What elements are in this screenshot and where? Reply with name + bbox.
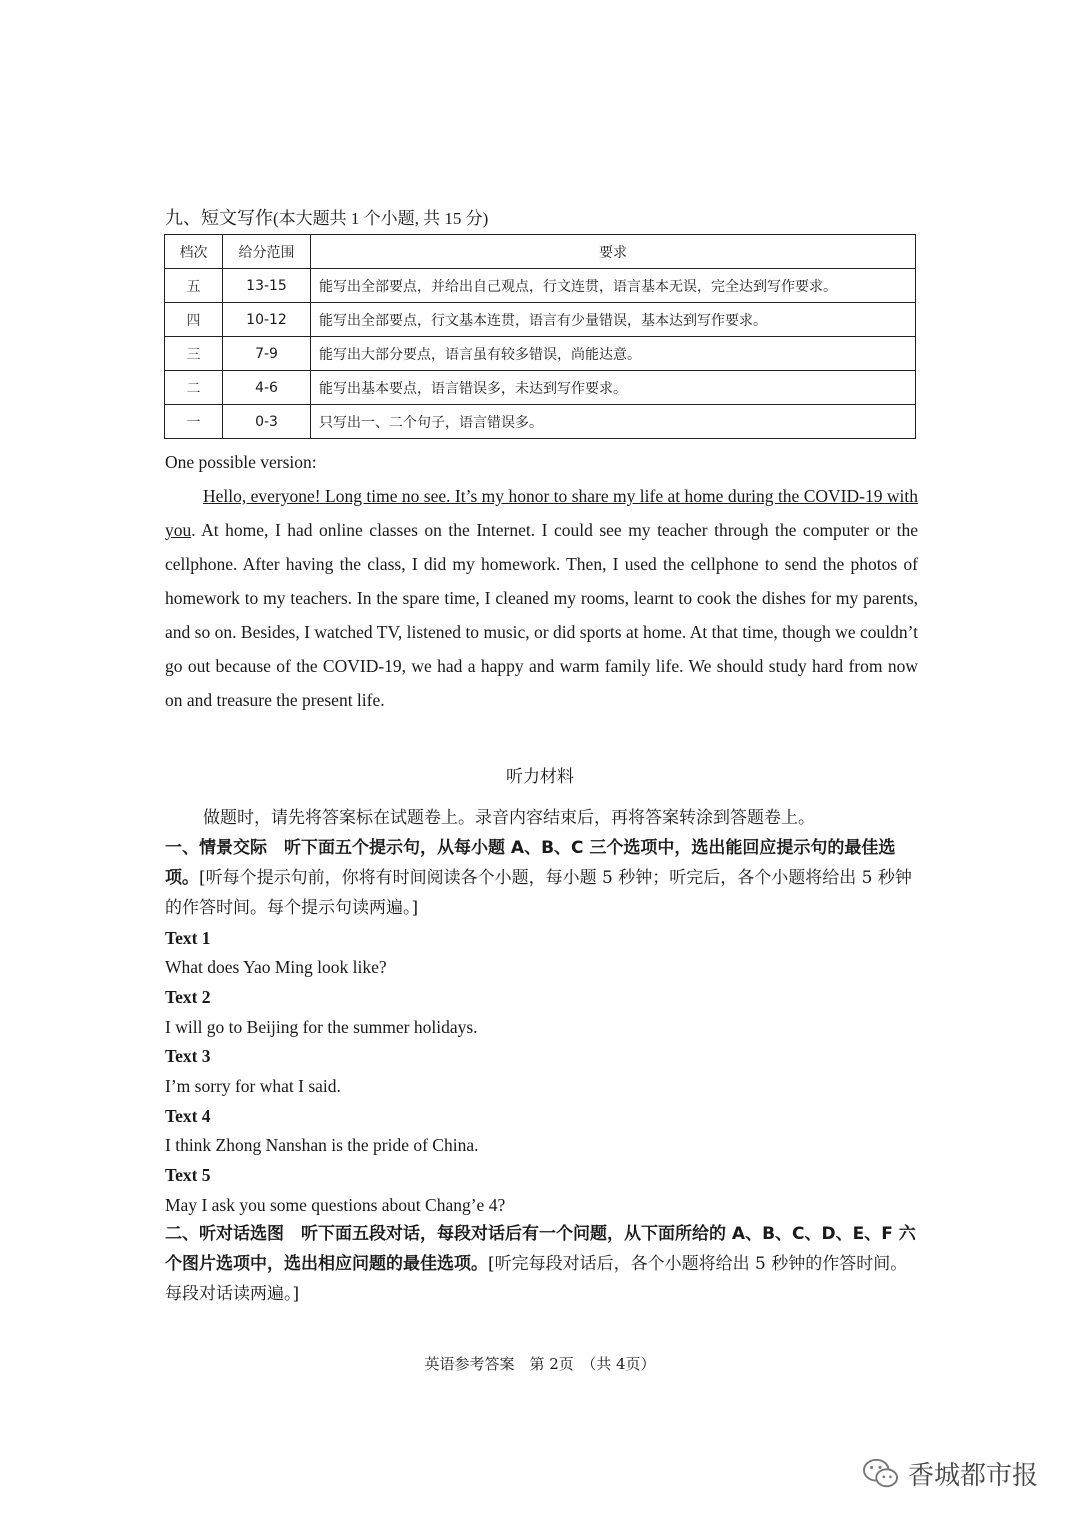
- level-cell: 二: [165, 371, 223, 405]
- header-level: 档次: [165, 235, 223, 269]
- text-label: Text 4: [165, 1106, 211, 1126]
- essay-intro: One possible version:: [165, 452, 317, 472]
- essay-underlined-opening: Hello, everyone! Long time no see. It’s my honor to share my life at home during the COVID-19 with you: [165, 486, 918, 540]
- listening-instruction: 做题时，请先将答案标在试题卷上。录音内容结束后，再将答案转涂到答题卷上。: [203, 808, 815, 828]
- level-cell: 五: [165, 269, 223, 303]
- header-range: 给分范围: [223, 235, 311, 269]
- table-row: [165, 405, 916, 439]
- range-cell: 4-6: [223, 371, 311, 405]
- part2-note: [听完每段对话后，各个小题将给出 5 秒钟的作答时间。每段对话读两遍。]: [165, 1254, 908, 1304]
- part1-heading: 一、情景交际 听下面五个提示句，从每小题 A、B、C 三个选项中，选出能回应提示句的最佳选项。: [165, 838, 896, 888]
- grading-table-header: [165, 235, 916, 269]
- text-label: Text 1: [165, 928, 211, 948]
- text-label: Text 5: [165, 1165, 211, 1185]
- part2-heading: 二、听对话选图 听下面五段对话，每段对话后有一个问题，从下面所给的 A、B、C、D、E、F 六个图片选项中，选出相应问题的最佳选项。: [165, 1224, 916, 1274]
- page-footer: 英语参考答案 第 2页 （共 4页）: [424, 1355, 656, 1373]
- section-9-title-main: 九、短文写作: [165, 208, 273, 228]
- table-row: [165, 371, 916, 405]
- level-cell: 一: [165, 405, 223, 439]
- wechat-icon: [862, 1457, 900, 1491]
- watermark-text: 香城都市报: [908, 1461, 1039, 1491]
- requirement-cell: 能写出基本要点，语言错误多，未达到写作要求。: [311, 371, 916, 405]
- level-cell: 三: [165, 337, 223, 371]
- level-cell: 四: [165, 303, 223, 337]
- requirement-cell: 能写出全部要点，并给出自己观点，行文连贯，语言基本无误，完全达到写作要求。: [311, 269, 916, 303]
- table-row: [165, 303, 916, 337]
- listening-title: 听力材料: [506, 767, 574, 787]
- listening-part1-instructions: [165, 833, 918, 923]
- table-row: [165, 269, 916, 303]
- requirement-cell: 只写出一、二个句子，语言错误多。: [311, 405, 916, 439]
- text-label: Text 2: [165, 987, 211, 1007]
- text-content: May I ask you some questions about Chang’e 4?: [165, 1195, 506, 1215]
- grading-table: [164, 234, 916, 439]
- text-label: Text 3: [165, 1046, 211, 1066]
- range-cell: 13-15: [223, 269, 311, 303]
- range-cell: 10-12: [223, 303, 311, 337]
- text-content: I will go to Beijing for the summer holidays.: [165, 1017, 478, 1037]
- watermark: [862, 1455, 1038, 1492]
- essay-rest: . At home, I had online classes on the Internet. I could see my teacher through the computer or the cellphone. After having the class, I did my homework. Then, I used the cellphone to send the photos of homework to my teachers. In the spare time, I cleaned my rooms, learnt to cook the dishes for my parents, and so on. Besides, I watched TV, listened to music, or did sports at home. At that time, though we couldn’t go out because of the COVID-19, we had a happy and warm family life. We should study hard from now on and treasure the present life.: [165, 520, 918, 710]
- table-row: [165, 337, 916, 371]
- section-9-title-paren: (本大题共 1 个小题, 共 15 分): [273, 209, 489, 228]
- range-cell: 7-9: [223, 337, 311, 371]
- requirement-cell: 能写出全部要点，行文基本连贯，语言有少量错误，基本达到写作要求。: [311, 303, 916, 337]
- essay-body: [165, 479, 918, 717]
- listening-part2-instructions: [165, 1219, 918, 1309]
- text-content: I think Zhong Nanshan is the pride of China.: [165, 1135, 479, 1155]
- section-9-title: [165, 206, 488, 231]
- text-content: What does Yao Ming look like?: [165, 957, 387, 977]
- part1-note: [听每个提示句前，你将有时间阅读各个小题，每小题 5 秒钟；听完后，各个小题将给出 5 秒钟的作答时间。每个提示句读两遍。]: [165, 868, 912, 918]
- header-requirement: 要求: [311, 235, 916, 269]
- requirement-cell: 能写出大部分要点，语言虽有较多错误，尚能达意。: [311, 337, 916, 371]
- range-cell: 0-3: [223, 405, 311, 439]
- text-content: I’m sorry for what I said.: [165, 1076, 341, 1096]
